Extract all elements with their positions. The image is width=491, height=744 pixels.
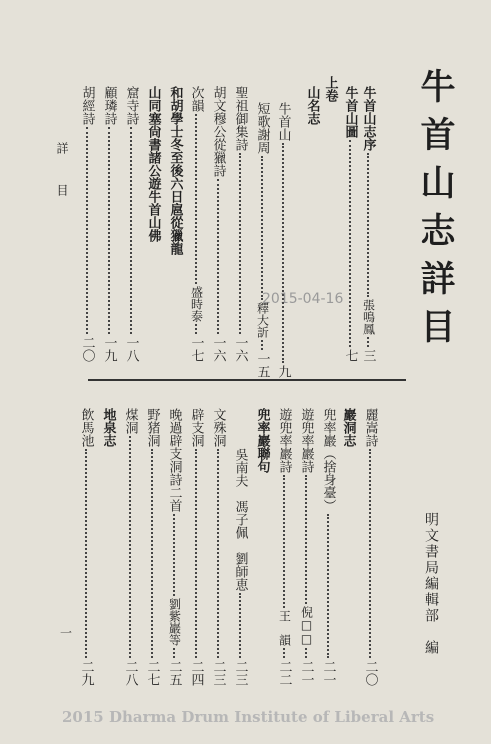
toc-entry: [121, 408, 139, 686]
section-divider: [88, 379, 406, 381]
leader-dots: [305, 648, 307, 658]
toc-entry-page: 二五: [166, 660, 182, 686]
page-number: 一: [60, 626, 73, 640]
toc-entry-page: 二二: [276, 660, 292, 686]
toc-entry-title: 地泉志: [100, 408, 116, 447]
leader-dots: [173, 514, 175, 596]
toc-entry-title: 上卷: [322, 76, 338, 102]
toc-entry-page: 二〇: [79, 336, 95, 362]
toc-entry-title: 胡文穆公從獵詩: [210, 86, 226, 177]
section-label: 詳目: [55, 142, 69, 226]
toc-entry-page: 一六: [232, 336, 248, 362]
toc-entry: [100, 86, 118, 362]
leader-dots: [283, 475, 285, 608]
toc-entry-page: 三: [360, 349, 376, 362]
toc-entry-author: 劉紫巖等: [167, 598, 182, 646]
toc-entry: [143, 408, 161, 686]
toc-entry-title: 兜率巖聯句: [254, 408, 270, 473]
leader-dots: [130, 127, 132, 334]
toc-entry-page: 二八: [122, 660, 138, 686]
toc-entry-page: 二三: [210, 660, 226, 686]
toc-entry-title: 遊兜率巖詩: [298, 408, 314, 473]
toc-entry-title: 山名志: [304, 86, 320, 125]
toc-entry-page: 一九: [101, 336, 117, 362]
leader-dots: [108, 127, 110, 334]
toc-entry: [231, 448, 249, 686]
leader-dots: [173, 648, 175, 658]
toc-entry: [209, 86, 227, 362]
toc-entry-title: 兜率巖（捨身臺）: [320, 408, 336, 512]
toc-entry: [359, 86, 377, 362]
leader-dots: [367, 337, 369, 347]
toc-entry: [361, 408, 379, 686]
toc-entry-title: 牛首山圖: [342, 86, 358, 138]
toc-entry-author: 盛時泰: [189, 286, 204, 322]
toc-entry: [319, 408, 337, 686]
toc-entry: [187, 86, 205, 362]
toc-entry: [187, 408, 205, 686]
toc-entry-title: 遊兜率巖詩: [276, 408, 292, 473]
toc-entry: [321, 76, 339, 352]
toc-entry-page: 一六: [210, 336, 226, 362]
toc-entry-title: 野猪洞: [144, 408, 160, 447]
toc-entry-title: 次韻: [188, 86, 204, 112]
publisher-credit: 明文書局編輯部 編: [423, 512, 439, 656]
toc-entry-title: 顧璘詩: [101, 86, 117, 125]
toc-entry: [78, 86, 96, 362]
toc-entry-page: 二四: [188, 660, 204, 686]
leader-dots: [85, 449, 87, 658]
toc-entry: [99, 408, 117, 686]
leader-dots: [282, 143, 284, 363]
leader-dots: [195, 449, 197, 658]
toc-entry-title: 胡經詩: [79, 86, 95, 125]
toc-entry-page: 二七: [144, 660, 160, 686]
toc-entry-title: 飲馬池: [78, 408, 94, 447]
toc-entry-title: 晚過辟支洞詩二首: [166, 408, 182, 512]
toc-entry-author: 張鳴鳳: [361, 299, 376, 335]
leader-dots: [151, 449, 153, 658]
toc-entry: [253, 408, 271, 686]
leader-dots: [305, 475, 307, 604]
toc-entry-author: 王 韻: [277, 610, 292, 646]
toc-entry: [274, 102, 292, 378]
toc-entry: [122, 86, 140, 362]
leader-dots: [239, 153, 241, 334]
date-watermark: 2015-04-16: [262, 291, 344, 307]
toc-entry-title: 巖洞志: [340, 408, 356, 447]
leader-dots: [195, 114, 197, 284]
toc-entry-title: 牛首山: [275, 102, 291, 141]
leader-dots: [261, 340, 263, 350]
toc-entry: [253, 102, 271, 378]
leader-dots: [239, 593, 241, 658]
toc-entry-page: 二一: [320, 660, 336, 686]
leader-dots: [327, 514, 329, 658]
toc-entry-title: 和胡學士冬至後六日扈從獵龍: [167, 86, 183, 255]
leader-dots: [129, 436, 131, 658]
toc-entry-author: 倪□□: [299, 606, 314, 646]
institution-watermark: 2015 Dharma Drum Institute of Liberal Arts: [62, 708, 435, 726]
toc-entry-title: 麗嵩詩: [362, 408, 378, 447]
toc-entry-page: 九: [275, 365, 291, 378]
toc-entry: [297, 408, 315, 686]
toc-entry-title: 短歌謝周: [254, 102, 270, 154]
toc-entry: [231, 86, 249, 362]
toc-entry-title: 牛首山志序: [360, 86, 376, 151]
toc-entry: [144, 86, 162, 362]
leader-dots: [367, 153, 369, 297]
toc-entry-title: 文殊洞: [210, 408, 226, 447]
leader-dots: [369, 449, 371, 658]
toc-entry-page: 一八: [123, 336, 139, 362]
toc-entry-page: 二〇: [362, 660, 378, 686]
toc-entry: [339, 408, 357, 686]
toc-entry-page: 七: [342, 349, 358, 362]
toc-entry: [166, 86, 184, 362]
leader-dots: [86, 127, 88, 334]
toc-entry-title: 窟寺詩: [123, 86, 139, 125]
leader-dots: [217, 449, 219, 658]
toc-entry-title: 山同塞尙書諸公遊牛首山佛: [145, 86, 161, 242]
toc-entry-title: 聖祖御集詩: [232, 86, 248, 151]
toc-entry-title: 辟支洞: [188, 408, 204, 447]
toc-entry: [303, 86, 321, 362]
toc-entry: [341, 86, 359, 362]
leader-dots: [261, 156, 263, 300]
toc-entry-title: 吳南夫 馮子佩 劉師恵: [232, 448, 248, 591]
leader-dots: [195, 324, 197, 334]
toc-entry-page: 二一: [298, 660, 314, 686]
toc-entry: [275, 408, 293, 686]
book-title: 牛首山志詳目: [415, 68, 456, 356]
toc-entry: [209, 408, 227, 686]
toc-entry: [165, 408, 183, 686]
toc-entry-title: 煤洞: [122, 408, 138, 434]
toc-entry-page: 一五: [254, 352, 270, 378]
toc-entry-page: 一七: [188, 336, 204, 362]
toc-entry-author: 釋大訢: [255, 302, 270, 338]
toc-entry-page: 二三: [232, 660, 248, 686]
leader-dots: [217, 179, 219, 334]
toc-entry-page: 二九: [78, 660, 94, 686]
leader-dots: [283, 648, 285, 658]
leader-dots: [349, 140, 351, 347]
toc-entry: [77, 408, 95, 686]
